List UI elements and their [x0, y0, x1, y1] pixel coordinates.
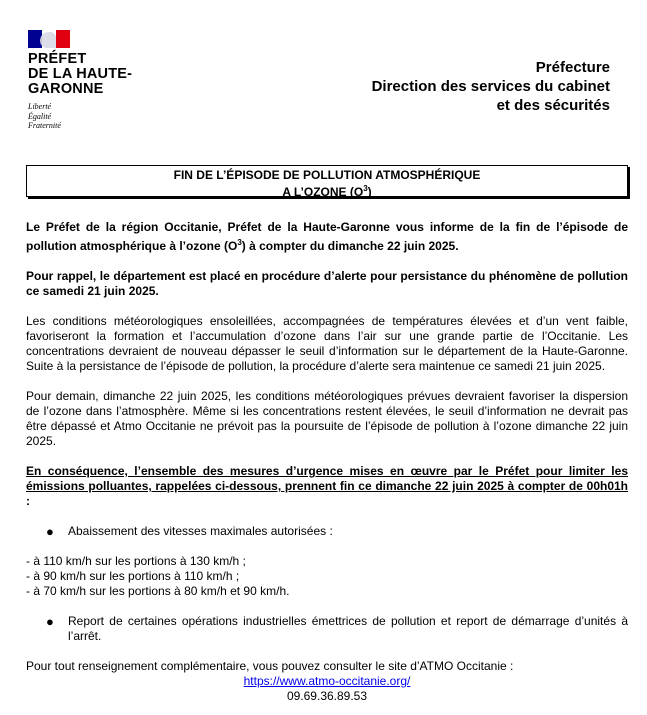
- atmo-website-link[interactable]: https://www.atmo-occitanie.org/: [243, 674, 411, 688]
- forecast-paragraph: Pour demain, dimanche 22 juin 2025, les conditions météorologiques prévues devraient favoriser la dispersion de l’ozone dans l’atmosphère. Même si les concentrations restent élevées, le seuil d’information ne devrait pas être dépassé et Atmo Occitanie ne prévoit pas la poursuite de l’épisode de pollution à l’ozone dimanche 22 juin 2025.: [26, 389, 628, 448]
- bullet-icon: ●: [46, 524, 54, 539]
- speed-item: - à 90 km/h sur les portions à 110 km/h ;: [26, 569, 240, 583]
- speed-item: - à 110 km/h sur les portions à 130 km/h ;: [26, 554, 246, 568]
- phone-number: 09.69.36.89.53: [286, 689, 368, 703]
- conditions-paragraph: Les conditions météorologiques ensoleillées, accompagnées de températures élevées et d’un vent faible, favoriseront la formation et l’accumulation d’ozone dans l’air sur une grande partie de l’Occitanie. Les concentrations devraient de nouveau dépasser le seuil d’information sur le département de la Haute-Garonne. Suite à la persistance de l’épisode de pollution, la procédure d’alerte sera maintenue ce samedi 21 juin 2025.: [26, 314, 628, 373]
- bullet-industrial: ● Report de certaines opérations industrielles émettrices de pollution et report de démarrage d’unités à l’arrêt.: [26, 614, 628, 644]
- marianne-flag-icon: [28, 30, 70, 48]
- speed-item: - à 70 km/h sur les portions à 80 km/h et 90 km/h.: [26, 584, 290, 598]
- intro-paragraph: Le Préfet de la région Occitanie, Préfet de la Haute-Garonne vous informe de la fin de l’épisode de pollution atmosphérique à l’ozone $(O^3)$ à compter du dimanche 22 juin 2025.: [26, 220, 628, 253]
- bullet-icon: ●: [46, 614, 54, 629]
- document-title: FIN DE L’ÉPISODE DE POLLUTION ATMOSPHÉRIQUE A L’OZONE $(O^3)$: [26, 165, 628, 197]
- bullet-speed-limits: ● Abaissement des vitesses maximales autorisées :: [26, 524, 628, 539]
- republic-motto: Liberté Égalité Fraternité: [28, 102, 61, 130]
- consequence-paragraph: En conséquence, l’ensemble des mesures d’urgence mises en œuvre par le Préfet pour limiter les émissions polluantes, rappelées ci-dessous, prennent fin ce dimanche 22 juin 2025 à compter de 00h01h :: [26, 464, 628, 508]
- prefet-logo: [28, 30, 132, 131]
- logo-title: PRÉFET DE LA HAUTE- GARONNE: [28, 51, 133, 97]
- reminder-paragraph: Pour rappel, le département est placé en procédure d’alerte pour persistance du phénomène de pollution ce samedi 21 juin 2025.: [26, 269, 628, 298]
- service-heading: Préfecture Direction des services du cabinet et des sécurités: [371, 59, 610, 114]
- contact-paragraph: Pour tout renseignement complémentaire, vous pouvez consulter le site d’ATMO Occitanie :: [26, 659, 514, 673]
- document-body: [26, 220, 628, 704]
